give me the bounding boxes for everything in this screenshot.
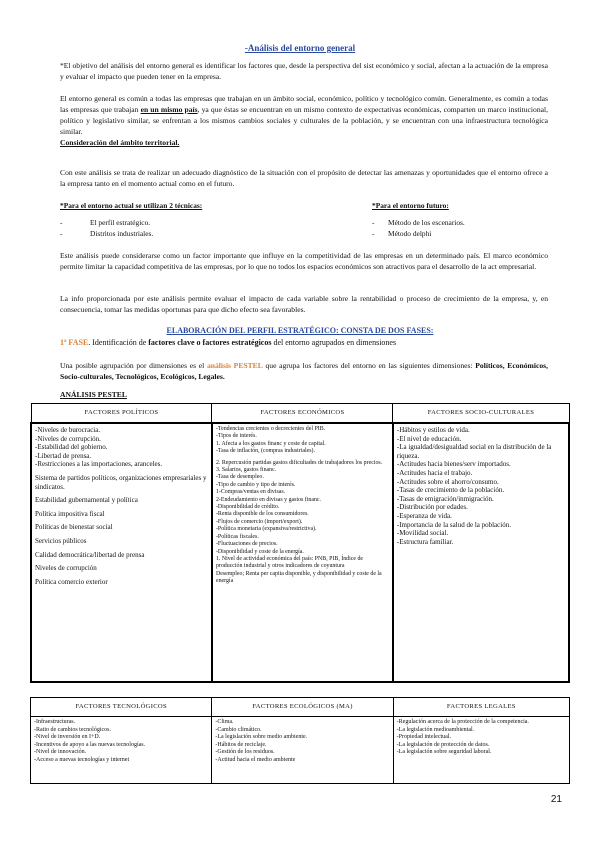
header-economic: FACTORES ECONÓMICOS	[212, 404, 393, 424]
future-techniques-list	[372, 200, 552, 239]
paragraph-competitiveness: Este análisis puede considerarse como un factor importante que influye en la competitividad de las empresas en un determinado país. El marco económico permite limitar la capacidad competitiva de las empresas, por lo que no todos los espacios económicos son atractivos para el desarrollo de la act empresarial.	[60, 251, 548, 271]
list-item: - Método de los escenarios.	[372, 218, 465, 227]
pestel-table-2	[30, 697, 570, 784]
section-title: ELABORACIÓN DEL PERFIL ESTRATÉGICO: CONSTA DE DOS FASES:	[166, 326, 434, 335]
p2-text-b: , ya que éstas se encuentran en un mismo contexto de expectativas económicas, comparten un marco institucional, político y legislativo similar, se enfrentan a los mismos cambios sociales y culturales de la población, y se encuentran con una infraestructura tecnológica similar.	[60, 105, 548, 136]
sociocultural-factors-cell: -Hábitos y estilos de vida. -El nivel de educación. -La igualdad/desigualdad social en la distribución de la riqueza. -Actitudes hacia bienes/serv importados. -Actitudes hacia el trabajo. -Actitudes sobre el ahorro/consumo. -Tasas de crecimiento de la población. -Tasas de emigración/inmigración. -Distribución por edades. -Esperanza de vida. -Importancia de la salud de la población. -Movilidad social. -Estructura familiar.	[393, 423, 569, 682]
page-number: 21	[550, 794, 562, 805]
legal-factors-cell: -Regulación acerca de la protección de la competencia. -La legislación medioambiental. -Propiedad intelectual. -La legislación de protección de datos. -La legislación sobre seguridad laboral.	[393, 717, 569, 784]
header-political: FACTORES POLÍTICOS	[31, 404, 212, 424]
economic-factors-cell: -Tendencias crecientes o decrecientes del PIB. -Tipos de interés. 1. Afecta a los gastos financ y coste de capital. -Tasa de inflación, (compras industriales). 2. Repercusión partidas gastos dificultades de trabajadores los precios. 3. Salarios, gastos financ. -Tasa de desempleo. -Tipo de cambio y tipo de interés. 1-Compras/ventas en divisas. 2-Endeudamiento en divisas y gastos financ. -Disponibilidad de crédito. -Renta disponible de los consumidores. -Flujos de comercio (import/export). -Política monetaria (expansiva/restrictiva). -Políticas fiscales. -Fluctuaciones de precios. -Disponibilidad y coste de la energía. 1. Nivel de actividad económica del país: PNB, PIB, Índice de producción industrial y otros indicadores de coyuntura Desempleo; Renta per capita disponible, y disponibilidad y coste de la energía	[212, 423, 393, 682]
phase-one: 1ª FASE. Identificación de factores clave o factores estratégicos del entorno agrupados en dimensiones	[60, 338, 397, 347]
paragraph-diagnosis: Con este análisis se trata de realizar un adecuado diagnóstico de la situación con el propósito de detectar las amenazas y oportunidades que el entorno ofrece a la empresa tanto en el momento actual como en el futuro.	[60, 168, 548, 188]
paragraph-objective: *El objetivo del análisis del entorno general es identificar los factores que, desde la perspectiva del sist económico y social, afectan a la actuación de la empresa y evaluar el impacto que pueden tener en la empresa.	[60, 61, 548, 81]
header-technological: FACTORES TECNOLÓGICOS	[31, 698, 212, 717]
header-sociocultural: FACTORES SOCIO-CULTURALES	[393, 404, 569, 424]
p2-underlined: en un mismo país	[140, 105, 198, 114]
header-legal: FACTORES LEGALES	[393, 698, 569, 717]
list-item: - El perfil estratégico.	[60, 218, 151, 227]
current-techniques-header: *Para el entorno actual se utilizan 2 técnicas:	[60, 201, 203, 210]
political-factors-cell: -Niveles de burocracia. -Niveles de corrupción. -Estabilidad del gobierno. -Libertad de prensa. -Restricciones a las importaciones, aranceles. Sistema de partidos políticos, organizaciones empresariales y sindicatos. Estabilidad gubernamental y política Política impositiva fiscal Políticas de bienestar social Servicios públicos Calidad democrática/libertad de prensa Niveles de corrupción Política comercio exterior	[31, 423, 212, 682]
paragraph-info: La info proporcionada por este análisis permite evaluar el impacto de cada variable sobre la rentabilidad o proceso de crecimiento de la empresa, y, en consecuencia, tomar las medidas oportunas para que dicho efecto sea favorables.	[60, 294, 548, 314]
pestel-table-1	[30, 403, 570, 683]
current-techniques-list	[60, 200, 310, 239]
paragraph-general-environment	[60, 93, 548, 148]
p2-territorial: Consideración del ámbito territorial.	[60, 138, 180, 147]
pestel-title: ANÁLISIS PESTEL	[60, 390, 127, 399]
paragraph-pestel-intro: Una posible agrupación por dimensiones es el análisis PESTEL que agrupa los factores del entorno en las siguientes dimensiones: Políticos, Económicos, Socio-culturales, Tecnológicos, Ecológicos, Legales.	[60, 361, 548, 381]
p2-text-a: El entorno general es común a todas las empresas que trabajan en un ámbito social, económico, político y tecnológico común. Generalmente, es común a todas las empresas que trabajan	[60, 94, 548, 114]
header-ecological: FACTORES ECOLÓGICOS (MA)	[212, 698, 393, 717]
page-title: -Análisis del entorno general	[244, 43, 356, 53]
technological-factors-cell: -Infraestructuras. -Ratio de cambios tecnológicos. -Nivel de inversión en I+D. -Incentivos de apoyo a las nuevas tecnologías. -Nivel de innovación. -Acceso a nuevas tecnologías y internet	[31, 717, 212, 784]
list-item: - Distritos industriales.	[60, 229, 154, 238]
future-techniques-header: *Para el entorno futuro:	[372, 201, 449, 210]
list-item: - Método delphi	[372, 229, 432, 238]
ecological-factors-cell: -Clima. -Cambio climático. -La legislación sobre medio ambiente. -Hábitos de reciclaje. -Gestión de los residuos. -Actitud hacia el medio ambiente	[212, 717, 393, 784]
